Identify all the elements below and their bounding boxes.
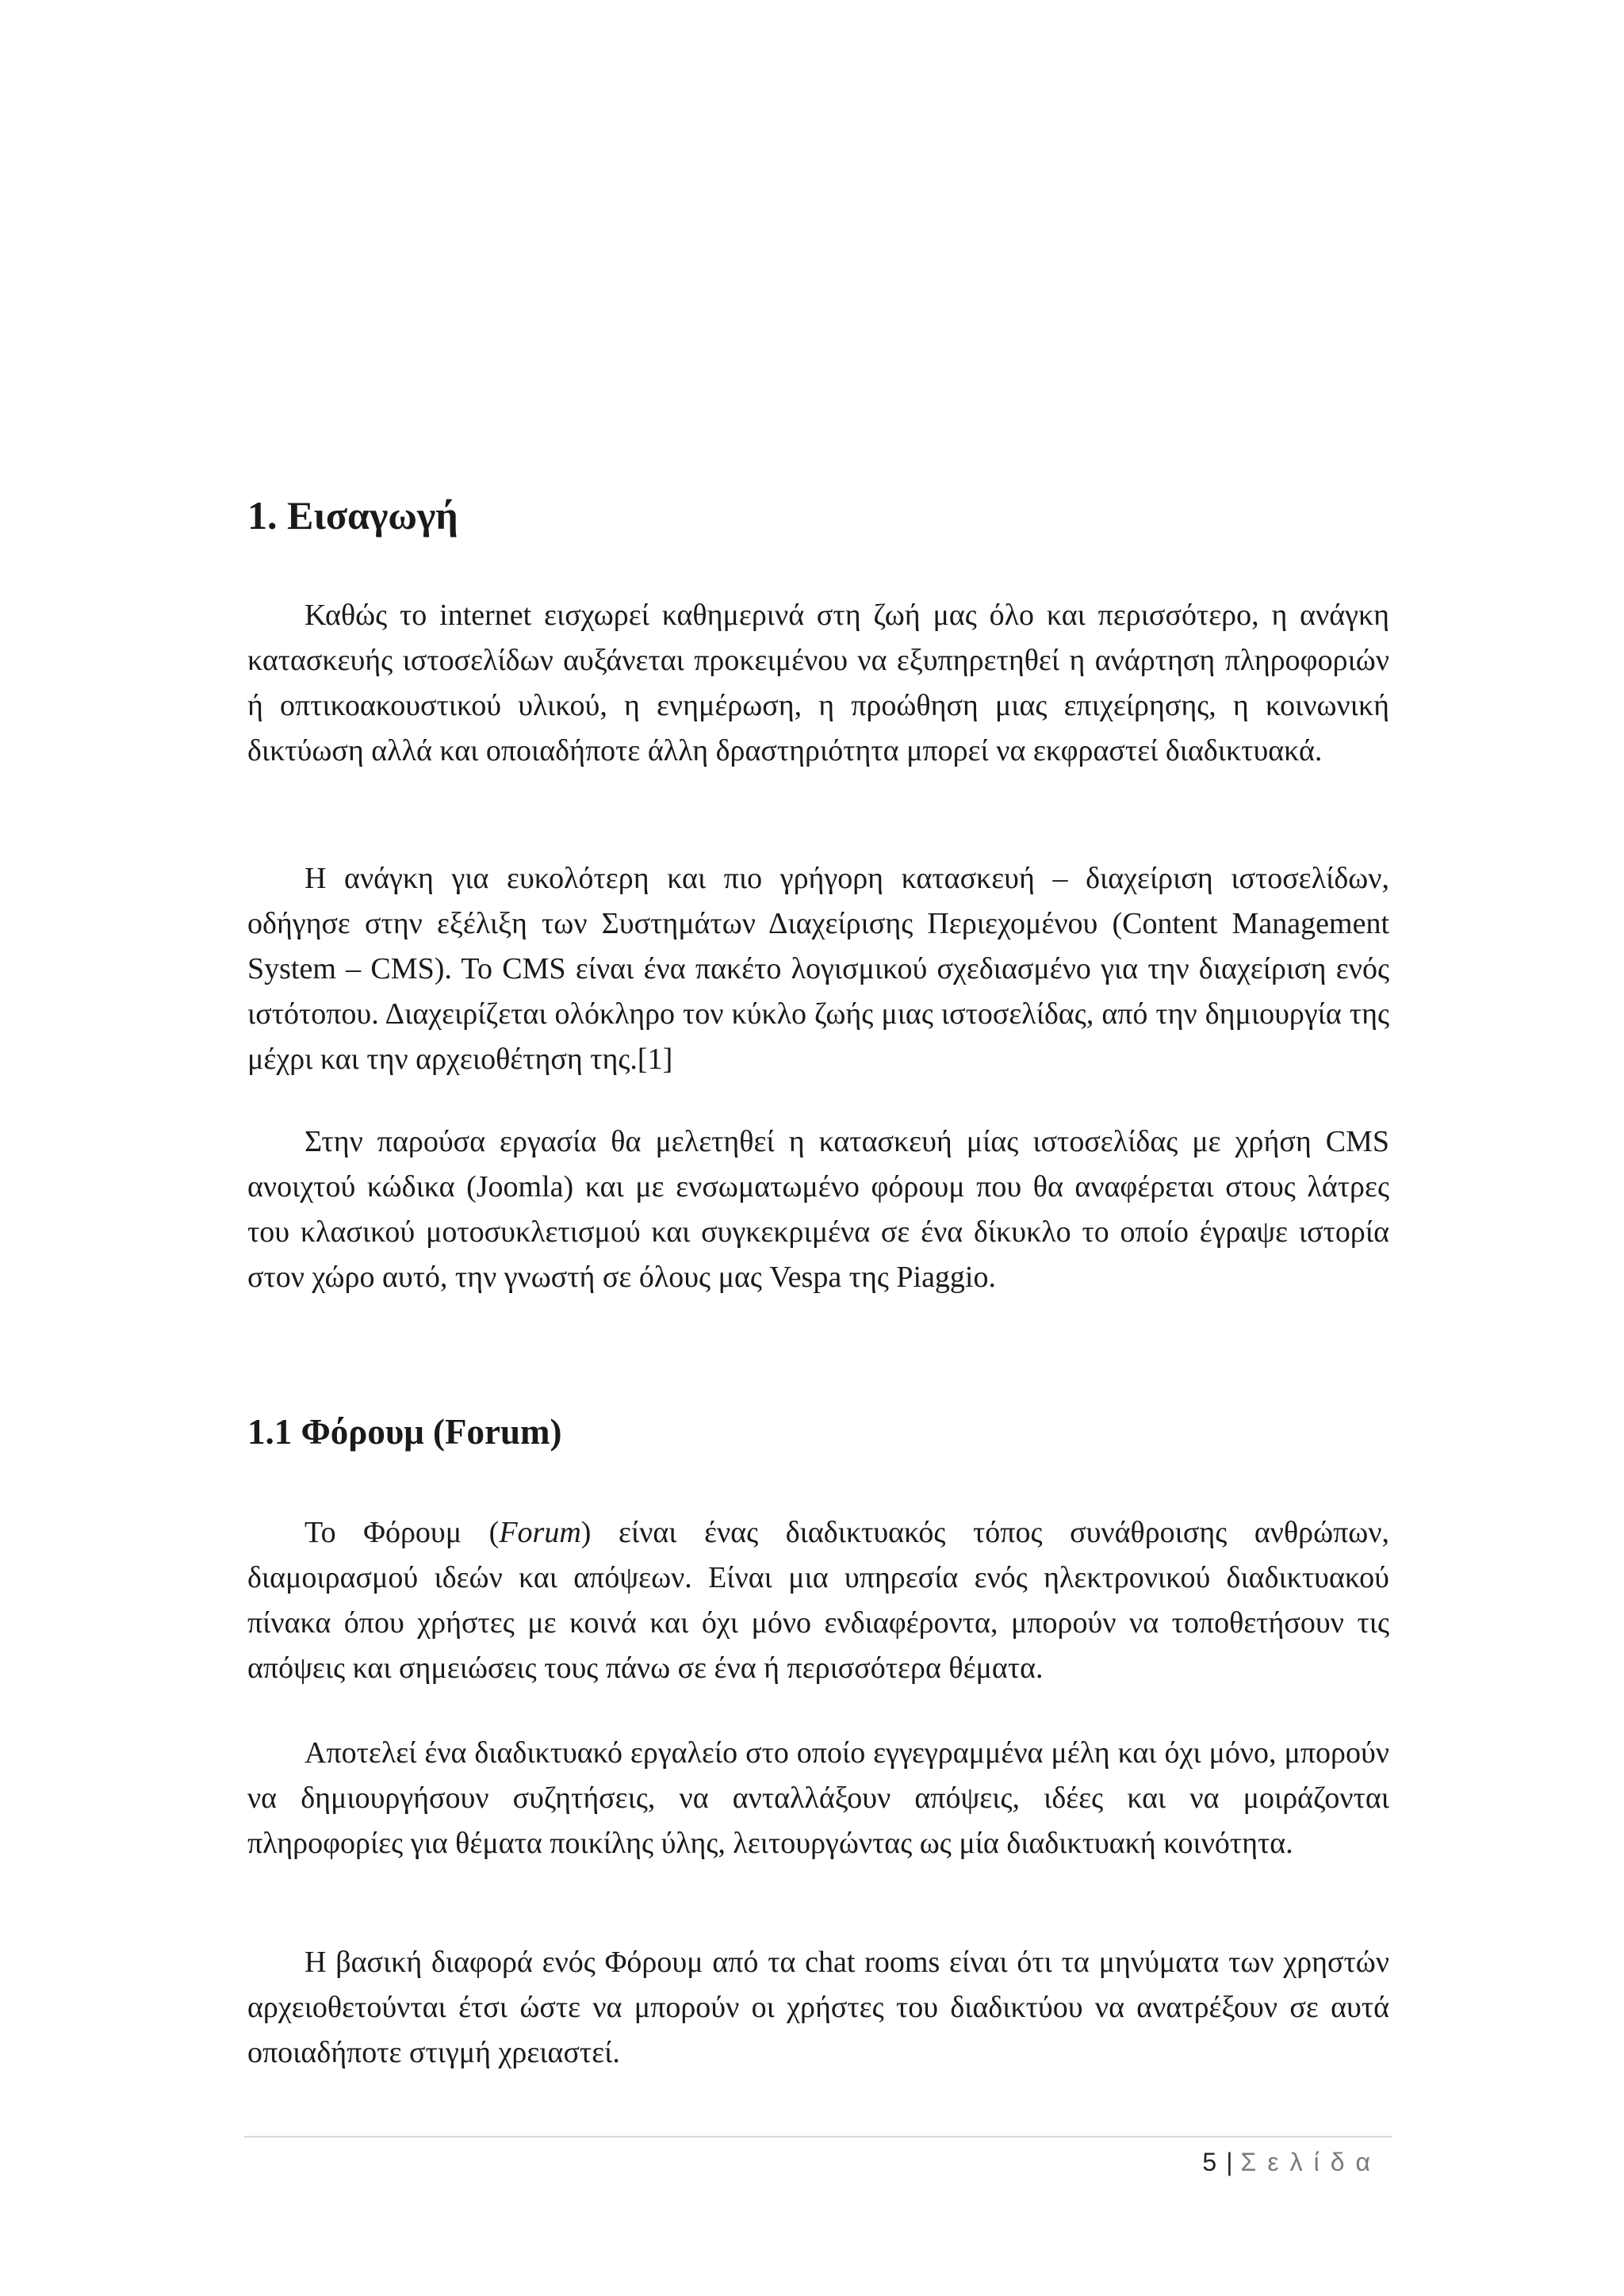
- subsection-heading: 1.1 Φόρουμ (Forum): [247, 1412, 562, 1452]
- forum-paragraph-2: Αποτελεί ένα διαδικτυακό εργαλείο στο οποίο εγγεγραμμένα μέλη και όχι μόνο, μπορούν να δημιουργήσουν συζητήσεις, να ανταλλάξουν απόψεις, ιδέες και να μοιράζονται πληροφορίες για θέματα ποικίλης ύλης, λειτουργώντας ως μία διαδικτυακή κοινότητα.: [247, 1736, 1389, 1860]
- section-heading: 1. Εισαγωγή: [247, 493, 458, 538]
- page-number: 5: [1202, 2148, 1217, 2176]
- intro-paragraph-2: Η ανάγκη για ευκολότερη και πιο γρήγορη κατασκευή – διαχείριση ιστοσελίδων, οδήγησε στην εξέλιξη των Συστημάτων Διαχείρισης Περιεχομένου (Content Management System – CMS). Το CMS είναι ένα πακέτο λογισμικού σχεδιασμένο για την διαχείριση ενός ιστότοπου. Διαχειρίζεται ολόκληρο τον κύκλο ζωής μιας ιστοσελίδας, από την δημιουργία της μέχρι και την αρχειοθέτηση της.[1]: [247, 862, 1389, 1076]
- intro-paragraph-1: Καθώς το internet εισχωρεί καθημερινά στη ζωή μας όλο και περισσότερο, η ανάγκη κατασκευής ιστοσελίδων αυξάνεται προκειμένου να εξυπηρετηθεί η ανάρτηση πληροφοριών ή οπτικοακουστικού υλικού, η ενημέρωση, η προώθηση μιας επιχείρησης, η κοινωνική δικτύωση αλλά και οποιαδήποτε άλλη δραστηριότητα μπορεί να εκφραστεί διαδικτυακά.: [247, 599, 1389, 767]
- intro-paragraph-3: Στην παρούσα εργασία θα μελετηθεί η κατασκευή μίας ιστοσελίδας με χρήση CMS ανοιχτού κώδικα (Joomla) και με ενσωματωμένο φόρουμ που θα αναφέρεται στους λάτρες του κλασικού μοτοσυκλετισμού και συγκεκριμένα σε ένα δίκυκλο το οποίο έγραψε ιστορία στον χώρο αυτό, την γνωστή σε όλους μας Vespa της Piaggio.: [247, 1125, 1389, 1294]
- page-footer: [1202, 2145, 1381, 2179]
- forum-term-italic: Forum: [499, 1516, 581, 1549]
- footer-separator: |: [1226, 2148, 1233, 2176]
- forum-paragraph-3: Η βασική διαφορά ενός Φόρουμ από τα chat rooms είναι ότι τα μηνύματα των χρηστών αρχειοθετούνται έτσι ώστε να μπορούν οι χρήστες του διαδικτύου να ανατρέξουν σε αυτά οποιαδήποτε στιγμή χρειαστεί.: [247, 1946, 1389, 2069]
- footer-divider: [244, 2136, 1392, 2137]
- forum-paragraph-1: [247, 1510, 1389, 1691]
- forum-paragraph-1-rest: ) είναι ένας διαδικτυακός τόπος συνάθροισης ανθρώπων, διαμοιρασμού ιδεών και απόψεων. Είναι μια υπηρεσία ενός ηλεκτρονικού διαδικτυακού πίνακα όπου χρήστες με κοινά και όχι μόνο ενδιαφέροντα, μπορούν να τοποθετήσουν τις απόψεις και σημειώσεις τους πάνω σε ένα ή περισσότερα θέματα.: [247, 1516, 1390, 1685]
- forum-paragraph-1-start: Το Φόρουμ (: [304, 1516, 500, 1549]
- page-label: Σελίδα: [1240, 2148, 1381, 2176]
